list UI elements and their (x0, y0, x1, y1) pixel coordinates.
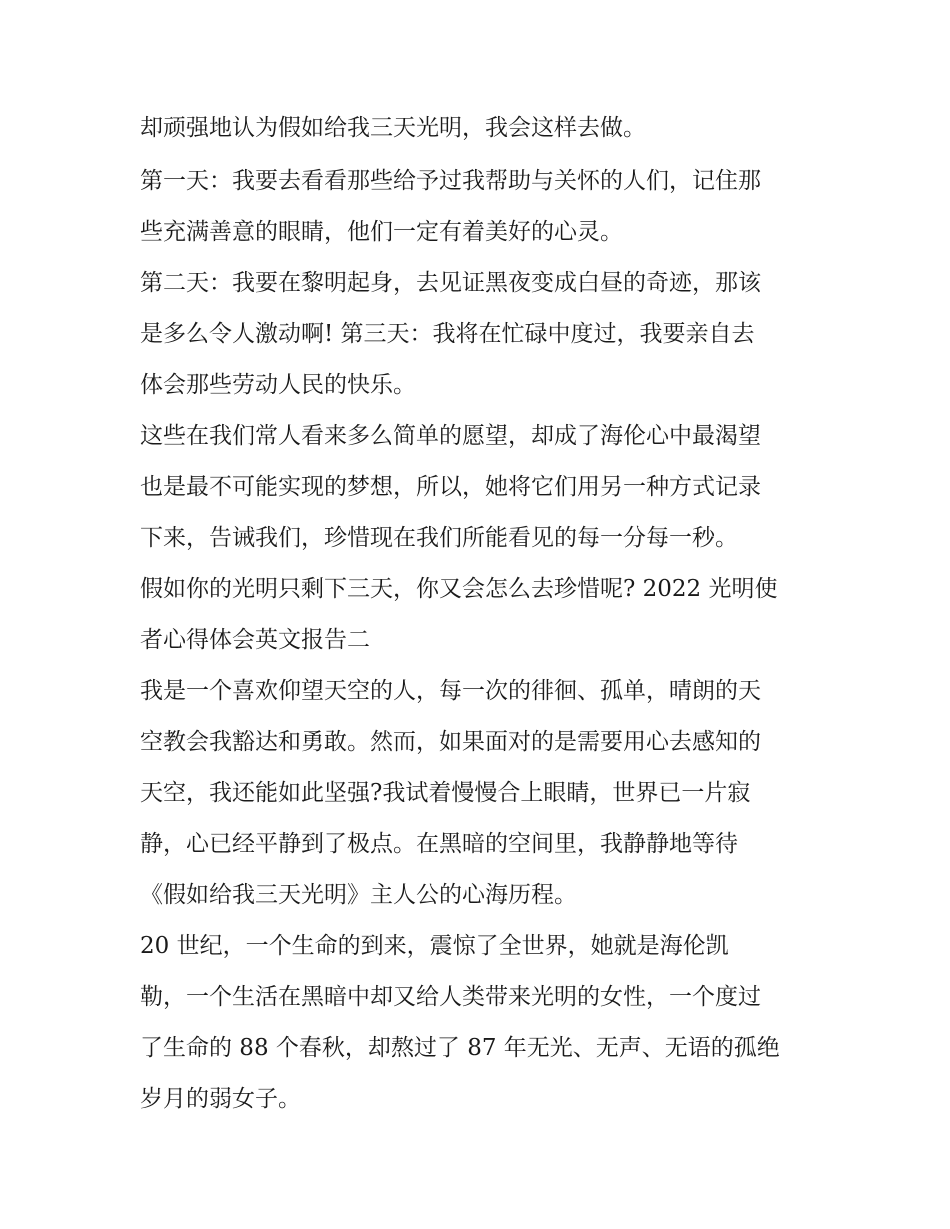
text-line: 20 世纪，一个生命的到来，震惊了全世界，她就是海伦凯 (140, 933, 729, 959)
text-line: 勒，一个生活在黑暗中却又给人类带来光明的女性，一个度过 (140, 984, 761, 1010)
text-line: 下来，告诫我们，珍惜现在我们所能看见的每一分每一秒。 (140, 525, 738, 551)
text-line: 我是一个喜欢仰望天空的人，每一次的徘徊、孤单，晴朗的天 (140, 678, 761, 704)
text-line: 假如你的光明只剩下三天，你又会怎么去珍惜呢? 2022 光明使 (140, 576, 778, 602)
text-line: 者心得体会英文报告二 (140, 627, 370, 653)
text-line: 体会那些劳动人民的快乐。 (140, 372, 416, 398)
text-line: 却顽强地认为假如给我三天光明，我会这样去做。 (140, 115, 646, 141)
text-line: 了生命的 88 个春秋，却熬过了 87 年无光、无声、无语的孤绝 (140, 1035, 780, 1061)
text-line: 岁月的弱女子。 (140, 1086, 301, 1112)
text-line: 第一天：我要去看看那些给予过我帮助与关怀的人们，记住那 (140, 168, 761, 194)
text-line: 空教会我豁达和勇敢。然而，如果面对的是需要用心去感知的 (140, 729, 761, 755)
text-line: 静，心已经平静到了极点。在黑暗的空间里，我静静地等待 (140, 831, 738, 857)
text-line: 第二天：我要在黎明起身，去见证黑夜变成白昼的奇迹，那该 (140, 270, 761, 296)
text-line: 《假如给我三天光明》主人公的心海历程。 (140, 882, 577, 908)
text-line: 是多么令人激动啊! 第三天：我将在忙碌中度过，我要亲自去 (140, 321, 755, 347)
text-line: 这些在我们常人看来多么简单的愿望，却成了海伦心中最渴望 (140, 423, 761, 449)
text-line: 也是最不可能实现的梦想，所以，她将它们用另一种方式记录 (140, 474, 761, 500)
text-line: 天空，我还能如此坚强?我试着慢慢合上眼睛，世界已一片寂 (140, 780, 751, 806)
text-line: 些充满善意的眼睛，他们一定有着美好的心灵。 (140, 219, 623, 245)
